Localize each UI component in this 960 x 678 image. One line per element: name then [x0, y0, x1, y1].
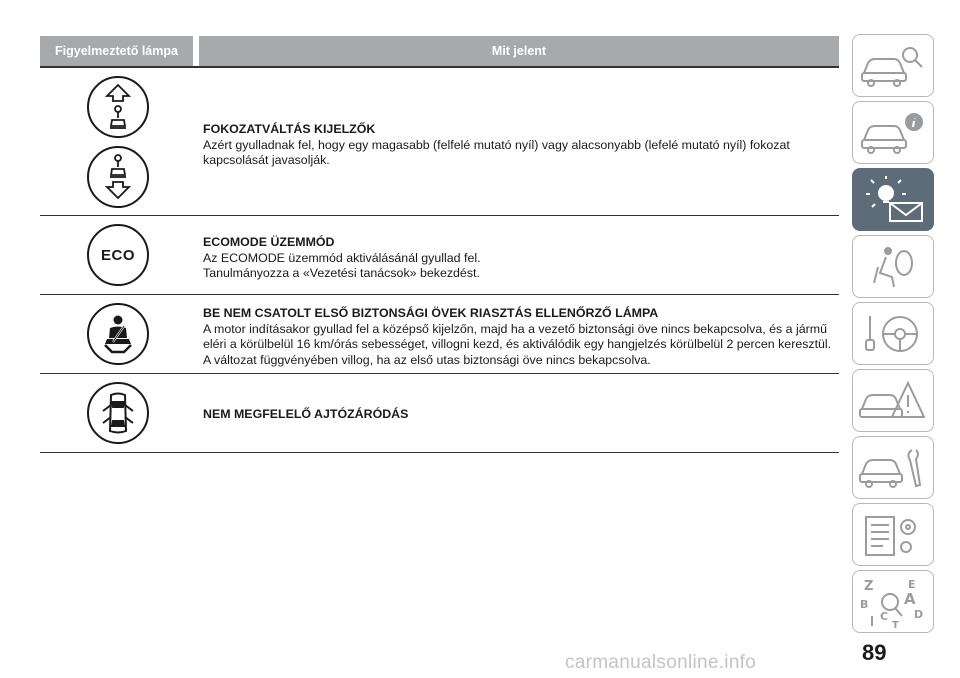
text-cell: [203, 235, 839, 282]
row-title: NEM MEGFELELŐ AJTÓZÁRÓDÁS: [203, 407, 409, 421]
page-number: 89: [862, 640, 887, 665]
index-letter-c: C: [880, 609, 889, 623]
row-title: FOKOZATVÁLTÁS KIJELZŐK: [203, 122, 376, 136]
row-body: Azért gyulladnak fel, hogy egy magasabb (felfelé mutató nyíl) vagy alacsonyabb (lefelé mutató nyíl) fokozat kapcsolását javasolják.: [203, 137, 790, 167]
table-row: [40, 68, 839, 216]
steering-key-icon[interactable]: [852, 302, 934, 365]
index-letter-b: B: [860, 597, 869, 611]
car-info-icon[interactable]: [852, 101, 934, 164]
warning-lamp-message-icon[interactable]: [852, 168, 934, 231]
eco-mode-icon: [87, 224, 149, 286]
row-body-note: A változat függvényében villog, ha az első utas biztonsági öve nincs bekapcsolva.: [203, 352, 651, 367]
text-cell: [203, 122, 839, 169]
index-letter-a: A: [904, 589, 916, 608]
icon-cell: [40, 216, 198, 294]
table-header: [40, 36, 839, 66]
row-title: BE NEM CSATOLT ELSŐ BIZTONSÁGI ÖVEK RIASZTÁS ELLENŐRZŐ LÁMPA: [203, 306, 659, 320]
car-search-icon[interactable]: [852, 34, 934, 97]
car-wrench-icon[interactable]: [852, 436, 934, 499]
door-open-icon: [87, 382, 149, 444]
icon-cell: [40, 374, 198, 452]
text-cell: [203, 306, 839, 368]
seatbelt-icon: [87, 303, 149, 365]
header-meaning: Mit jelent: [199, 36, 839, 66]
alphabet-index-icon[interactable]: [852, 570, 934, 633]
index-letter-t: T: [892, 619, 899, 628]
table-row: [40, 374, 839, 453]
eco-label: ECO: [100, 246, 135, 264]
table-row: [40, 216, 839, 295]
watermark: carmanualsonline.info: [565, 652, 757, 673]
specs-gear-icon[interactable]: [852, 503, 934, 566]
index-letter-e: E: [908, 577, 916, 591]
gear-shift-down-icon: [87, 146, 149, 208]
row-body: Az ECOMODE üzemmód aktiválásánál gyullad fel.: [203, 250, 481, 265]
index-letter-z: Z: [864, 578, 874, 594]
row-body-note: Tanulmányozza a «Vezetési tanácsok» bekezdést.: [203, 266, 480, 280]
airbag-passenger-icon[interactable]: [852, 235, 934, 298]
row-title: ECOMODE ÜZEMMÓD: [203, 235, 335, 249]
car-warning-icon[interactable]: [852, 369, 934, 432]
row-body: A motor indításakor gyullad fel a középső kijelzőn, majd ha a vezető biztonsági öve nincs bekapcsolva, és a jármű eléri a körülbelül 16 km/órás sebességet, villogni kezd, és aktiválódik egy hangjelzés körülbelül 2 percen keresztül.: [203, 321, 832, 351]
header-lamp: Figyelmeztető lámpa: [40, 36, 193, 66]
icon-cell: [40, 295, 198, 373]
table-row: [40, 295, 839, 374]
index-letter-d: D: [914, 607, 924, 621]
gear-shift-up-icon: [87, 76, 149, 138]
icon-cell: [40, 68, 198, 215]
text-cell: [203, 407, 839, 423]
